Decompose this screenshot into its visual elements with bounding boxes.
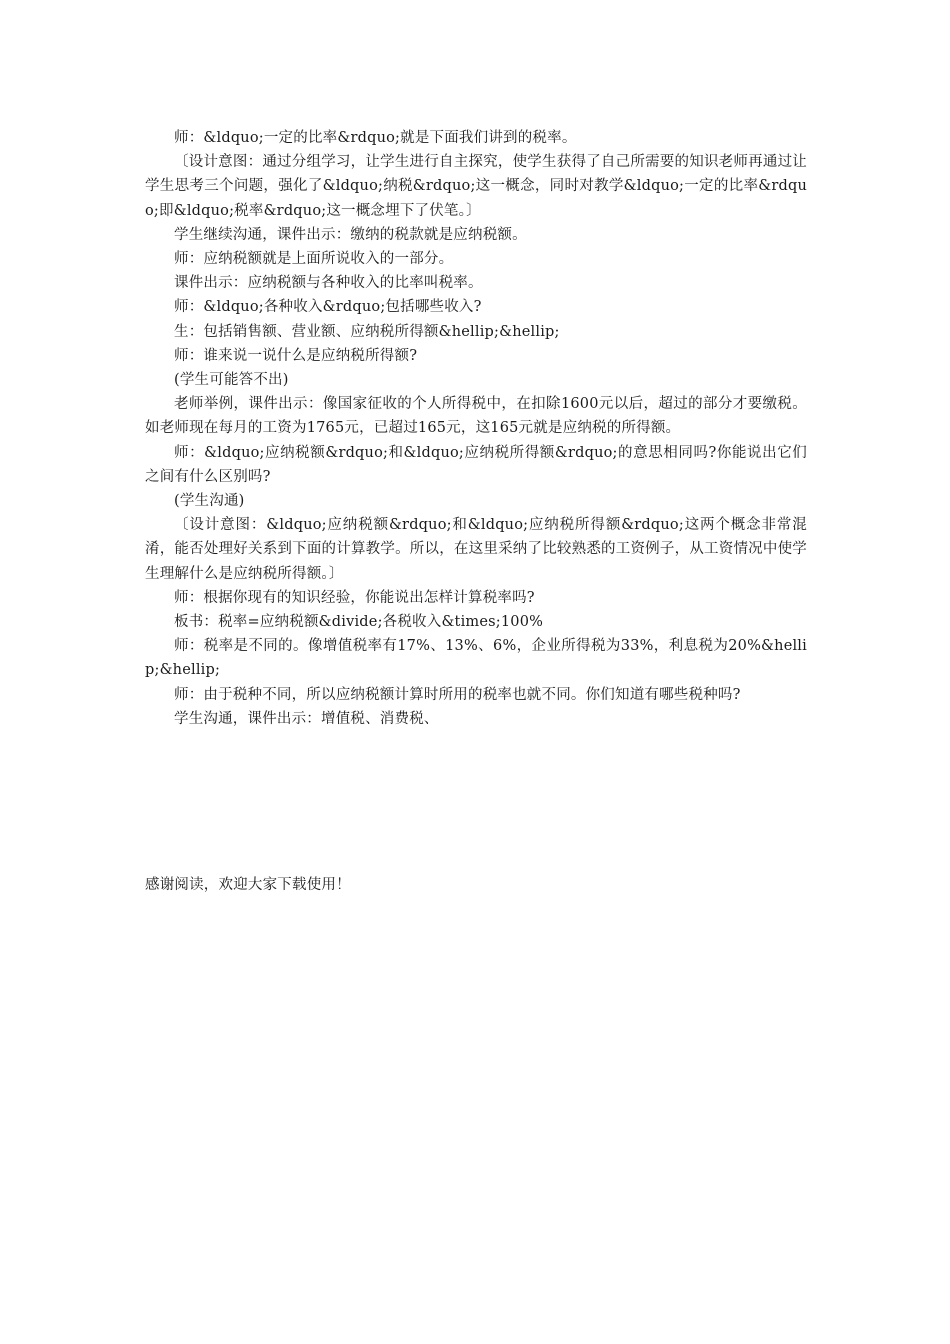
footer-thanks: 感谢阅读，欢迎大家下载使用！ [145, 877, 351, 893]
paragraph-12: (学生沟通) [174, 493, 245, 510]
paragraph-8: 师：谁来说一说什么是应纳税所得额? [174, 347, 418, 364]
paragraph-2: 〔设计意图：通过分组学习，让学生进行自主探究，使学生获得了自己所需要的知识老师再通过让学生思考三个问题，强化了&ldquo;纳税&rdquo;这一概念，同时对教学&ldquo;一定的比率&rdquo;即&ldquo;税率&rdquo;这一概念埋下了伏笔。〕 [145, 154, 807, 219]
paragraph-7: 生：包括销售额、营业额、应纳税所得额&hellip;&hellip; [174, 323, 560, 340]
paragraph-16: 师：税率是不同的。像增值税率有17%、13%、6%，企业所得税为33%，利息税为20%&hellip;&hellip; [145, 638, 807, 679]
paragraph-18: 学生沟通，课件出示：增值税、消费税、 [174, 710, 439, 727]
paragraph-13: 〔设计意图：&ldquo;应纳税额&rdquo;和&ldquo;应纳税所得额&rdquo;这两个概念非常混淆，能否处理好关系到下面的计算教学。所以，在这里采纳了比较熟悉的工资例子，从工资情况中使学生理解什么是应纳税所得额。〕 [145, 517, 807, 582]
paragraph-1: 师：&ldquo;一定的比率&rdquo;就是下面我们讲到的税率。 [174, 130, 577, 146]
paragraph-6: 师：&ldquo;各种收入&rdquo;包括哪些收入? [174, 299, 482, 316]
paragraph-5: 课件出示：应纳税额与各种收入的比率叫税率。 [174, 275, 483, 292]
paragraph-9: (学生可能答不出) [174, 372, 289, 389]
paragraph-15: 板书：税率=应纳税额&divide;各税收入&times;100% [174, 614, 544, 631]
paragraph-3: 学生继续沟通，课件出示：缴纳的税款就是应纳税额。 [174, 226, 527, 243]
document-body [145, 126, 807, 731]
paragraph-10: 老师举例，课件出示：像国家征收的个人所得税中，在扣除1600元以后，超过的部分才要缴税。如老师现在每月的工资为1765元，已超过165元，这165元就是应纳税的所得额。 [145, 396, 807, 437]
paragraph-11: 师：&ldquo;应纳税额&rdquo;和&ldquo;应纳税所得额&rdquo;的意思相同吗?你能说出它们之间有什么区别吗? [145, 444, 807, 485]
paragraph-4: 师：应纳税额就是上面所说收入的一部分。 [174, 251, 454, 268]
paragraph-17: 师：由于税种不同，所以应纳税额计算时所用的税率也就不同。你们知道有哪些税种吗? [174, 686, 741, 703]
paragraph-14: 师：根据你现有的知识经验，你能说出怎样计算税率吗? [174, 589, 535, 606]
